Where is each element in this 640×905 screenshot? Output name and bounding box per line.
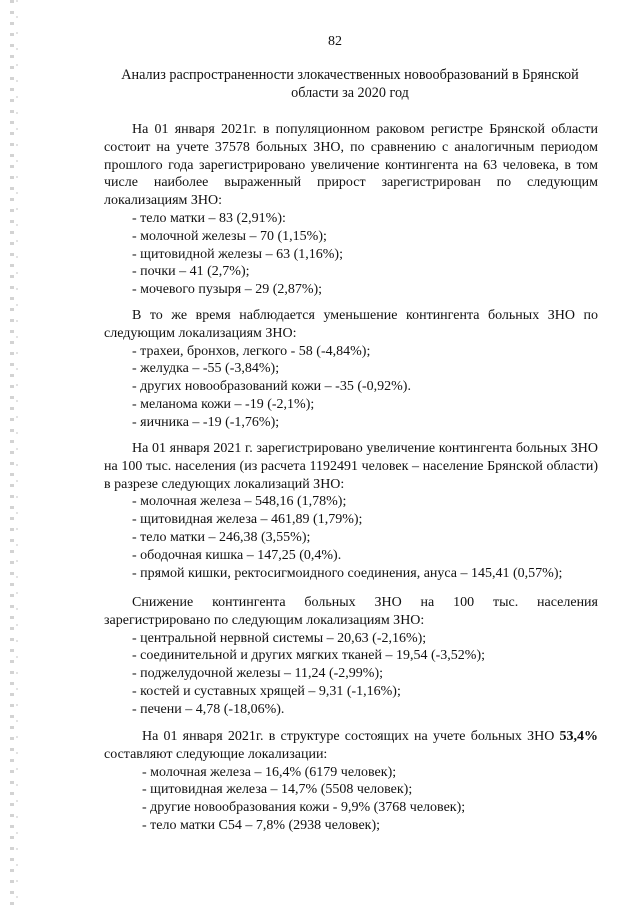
list-item: - молочной железы – 70 (1,15%); [132,228,327,244]
list-item: - щитовидной железы – 63 (1,16%); [132,246,343,262]
list-item: - поджелудочной железы – 11,24 (-2,99%); [132,666,383,682]
paragraph-text: На 01 января 2021г. в структуре состоящих на учете больных ЗНО [142,729,555,744]
paragraph: На 01 января 2021г. в популяционном раковом регистре Брянской области состоит на учете 37578 больных ЗНО, по сравнению с аналогичным периодом прошлого года зарегистрировано увеличение контингента на 63 человека, в том числе наиболее выраженный прирост зарегистрирован по следующим локализациям ЗНО: [104,122,598,209]
list-item: - щитовидная железа – 461,89 (1,79%); [132,512,363,528]
list-item: - молочная железа – 548,16 (1,78%); [132,494,347,510]
paragraph [104,728,598,764]
section-per-100k-decrease [104,594,598,719]
binding-marks-secondary [16,0,18,905]
list-item: - молочная железа – 16,4% (6179 человек); [142,764,397,780]
item-list [104,493,598,582]
list-item: - других новообразований кожи – -35 (-0,92%). [132,379,411,395]
list-item: - меланома кожи – -19 (-2,1%); [132,396,315,412]
list-item: - желудка – -55 (-3,84%); [132,361,280,377]
list-item: - тело матки С54 – 7,8% (2938 человек); [142,817,381,833]
item-list [104,630,598,719]
list-item: - почки – 41 (2,7%); [132,264,250,280]
list-item: - яичника – -19 (-1,76%); [132,414,280,430]
item-list [104,343,598,432]
binding-marks [10,0,14,905]
paragraph-tail: составляют следующие локализации: [104,746,328,762]
list-item: - ободочная кишка – 147,25 (0,4%). [132,547,342,563]
list-item: - центральной нервной системы – 20,63 (-2,16%); [132,630,427,646]
list-item: - трахеи, бронхов, легкого - 58 (-4,84%); [132,343,371,359]
list-item: - другие новообразования кожи - 9,9% (3768 человек); [142,800,466,816]
paragraph: Снижение контингента больных ЗНО на 100 тыс. населения зарегистрировано по следующим локализациям ЗНО: [104,595,598,628]
highlight-percent: 53,4% [559,729,599,744]
section-per-100k-increase [104,440,598,582]
paragraph: На 01 января 2021 г. зарегистрировано увеличение контингента больных ЗНО на 100 тыс. населения (из расчета 1192491 человек – население Брянской области) в разрезе следующих локализаций ЗНО: [104,441,598,492]
document-title: Анализ распространенности злокачественных новообразований в Брянской области за 2020 год [121,67,579,101]
list-item: - соединительной и других мягких тканей – 19,54 (-3,52%); [132,648,486,664]
list-item: - щитовидная железа – 14,7% (5508 человек); [142,782,413,798]
section-contingent-increase [104,121,598,299]
list-item: - тело матки – 246,38 (3,55%); [132,529,311,545]
item-list [104,764,598,835]
list-item: - костей и суставных хрящей – 9,31 (-1,16%); [132,683,401,699]
list-item: - тело матки – 83 (2,91%): [132,210,286,226]
section-contingent-decrease [104,307,598,432]
section-structure [104,728,598,835]
item-list [104,210,598,299]
list-item: - прямой кишки, ректосигмоидного соединения, ануса – 145,41 (0,57%); [132,565,563,581]
paragraph: В то же время наблюдается уменьшение контингента больных ЗНО по следующим локализациям ЗНО: [104,308,598,341]
list-item: - печени – 4,78 (-18,06%). [132,701,285,717]
list-item: - мочевого пузыря – 29 (2,87%); [132,282,323,298]
page-number: 82 [328,34,342,49]
